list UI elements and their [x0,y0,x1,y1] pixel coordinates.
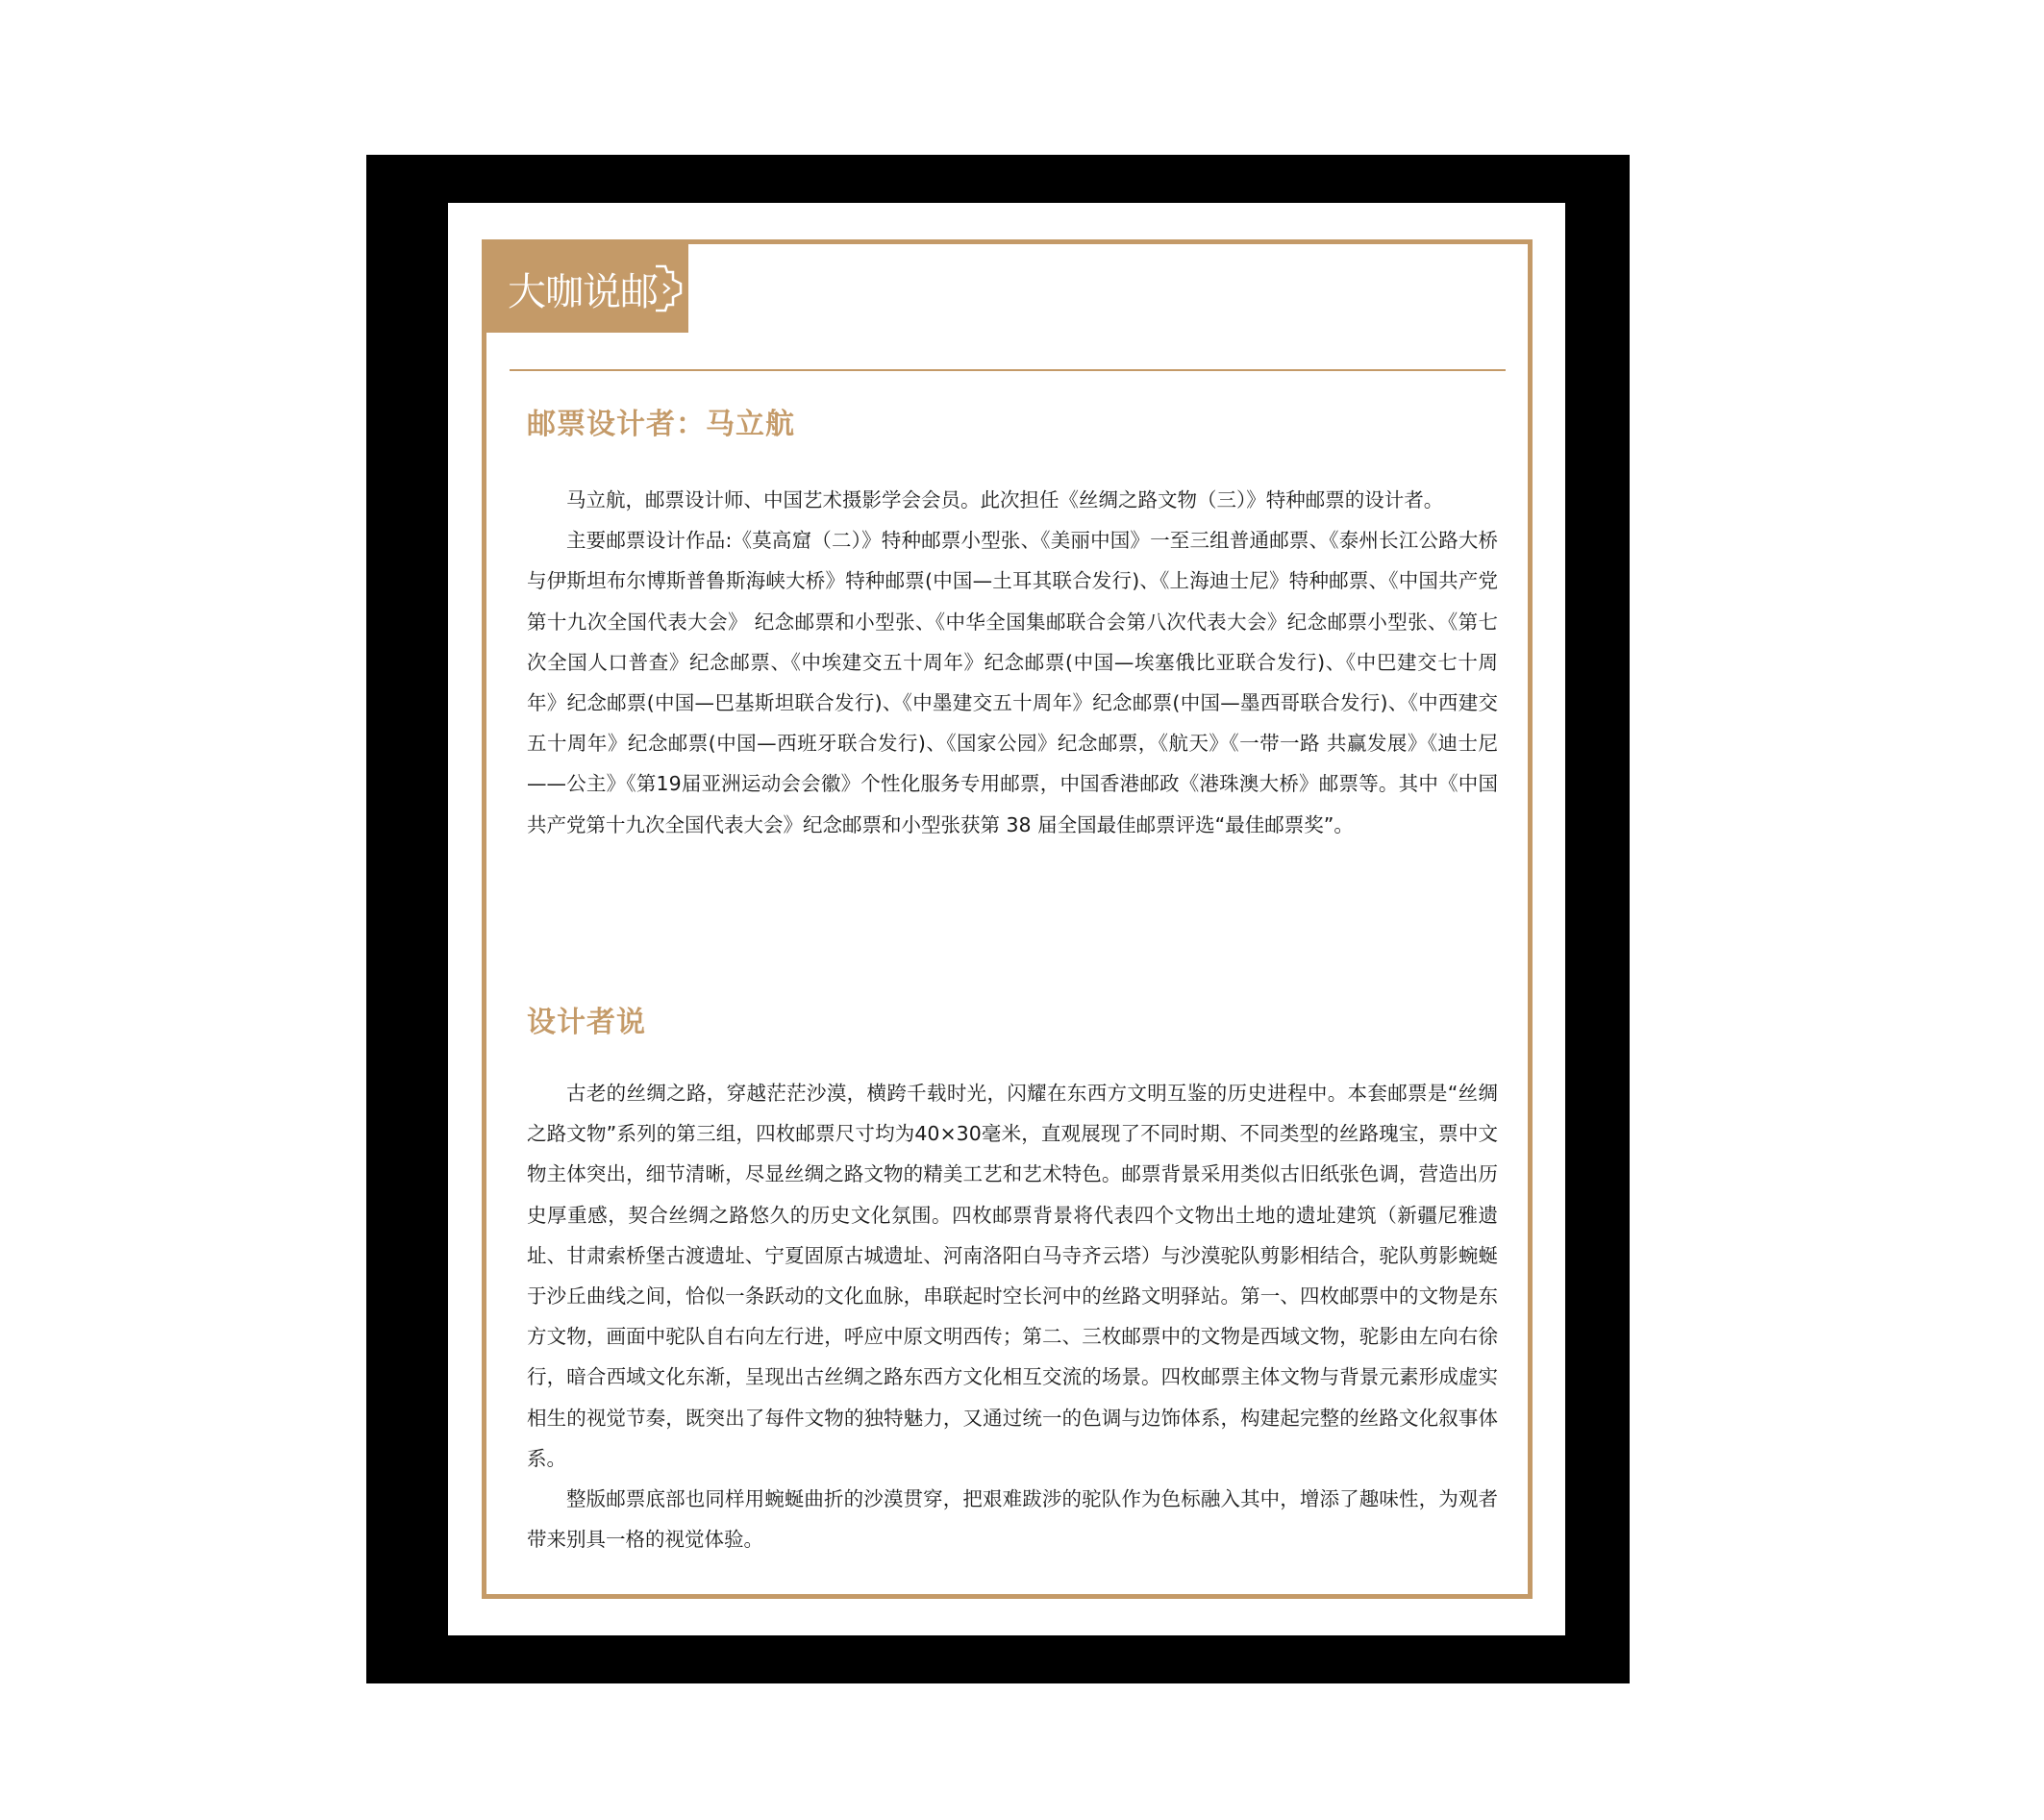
statement-paragraph: 整版邮票底部也同样用蜿蜒曲折的沙漠贯穿，把艰难跋涉的驼队作为色标融入其中，增添了趣味性，为观者带来别具一格的视觉体验。 [527,1487,1498,1552]
article-card [482,239,1533,1599]
works-paragraph: 主要邮票设计作品:《莫高窟（二）》特种邮票小型张、《美丽中国》一至三组普通邮票、《泰州长江公路大桥与伊斯坦布尔博斯普鲁斯海峡大桥》特种邮票(中国—土耳其联合发行)、《上海迪士尼》特种邮票、《中国共产党第十九次全国代表大会》 纪念邮票和小型张、《中华全国集邮联合会第八次代表大会》纪念邮票小型张、《第七次全国人口普查》纪念邮票、《中埃建交五十周年》纪念邮票(中国—埃塞俄比亚联合发行)、《中巴建交七十周年》纪念邮票(中国—巴基斯坦联合发行)、《中墨建交五十周年》纪念邮票(中国—墨西哥联合发行)、《中西建交五十周年》纪念邮票(中国—西班牙联合发行)、《国家公园》纪念邮票，《航天》《一带一路 共赢发展》《迪士尼——公主》《第19届亚洲运动会会徽》个性化服务专用邮票，中国香港邮政《港珠澳大桥》邮票等。其中《中国共产党第十九次全国代表大会》纪念邮票和小型张获第 38 届全国最佳邮票评选“最佳邮票奖”。 [527,529,1498,836]
bio-paragraph: 马立航，邮票设计师、中国艺术摄影学会会员。此次担任《丝绸之路文物（三）》特种邮票的设计者。 [566,488,1444,511]
stamp-ornament-icon [652,262,685,314]
designer-heading: 邮票设计者：马立航 [527,408,795,441]
designer-says-heading: 设计者说 [527,1006,646,1039]
logo-text: 大咖说邮 [508,269,658,314]
designer-statement [527,1073,1498,1559]
designer-bio [527,480,1498,845]
statement-paragraph: 古老的丝绸之路，穿越茫茫沙漠，横跨千载时光，闪耀在东西方文明互鉴的历史进程中。本套邮票是“丝绸之路文物”系列的第三组，四枚邮票尺寸均为40×30毫米，直观展现了不同时期、不同类型的丝路瑰宝，票中文物主体突出，细节清晰，尽显丝绸之路文物的精美工艺和艺术特色。邮票背景采用类似古旧纸张色调，营造出历史厚重感，契合丝绸之路悠久的历史文化氛围。四枚邮票背景将代表四个文物出土地的遗址建筑（新疆尼雅遗址、甘肃索桥堡古渡遗址、宁夏固原古城遗址、河南洛阳白马寺齐云塔）与沙漠驼队剪影相结合，驼队剪影蜿蜒于沙丘曲线之间，恰似一条跃动的文化血脉，串联起时空长河中的丝路文明驿站。第一、四枚邮票中的文物是东方文物，画面中驼队自右向左行进，呼应中原文明西传；第二、三枚邮票中的文物是西域文物，驼影由左向右徐行，暗合西域文化东渐，呈现出古丝绸之路东西方文化相互交流的场景。四枚邮票主体文物与背景元素形成虚实相生的视觉节奏，既突出了每件文物的独特魅力，又通过统一的色调与边饰体系，构建起完整的丝路文化叙事体系。 [527,1082,1498,1470]
header-divider [510,369,1506,371]
column-logo [486,244,688,333]
